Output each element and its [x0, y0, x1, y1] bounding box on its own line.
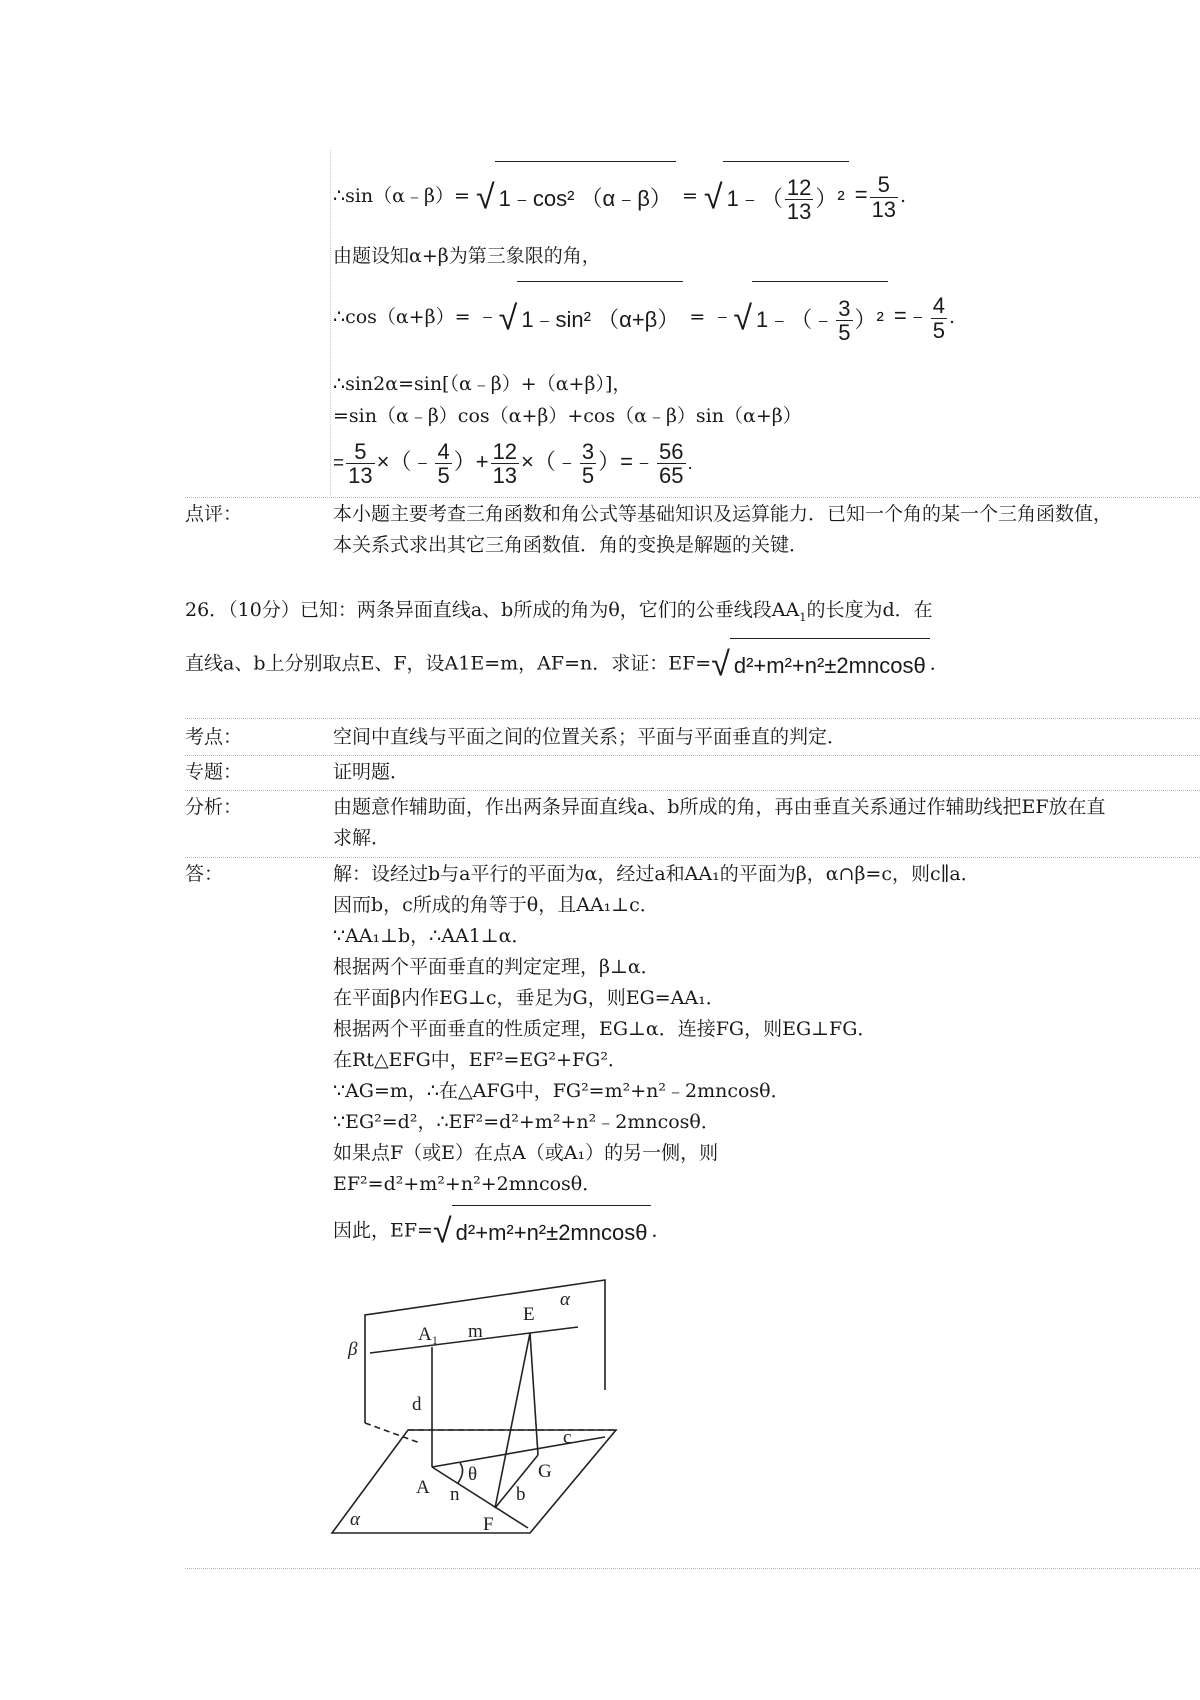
label-theta: θ: [468, 1464, 478, 1485]
line-b: [432, 1467, 528, 1528]
answer-line: ∵AA₁⊥b，∴AA1⊥α．: [333, 925, 531, 947]
divider-zhuanti: [185, 755, 1200, 756]
divider-review: [185, 497, 1200, 498]
sin-diff-line: ∴sin（α﹣β）= √ 1﹣cos² （α﹣β） = √ 1﹣（ $\frac{12}{13}$ ）² = $\frac{5}{13}$ .: [333, 160, 906, 230]
kaodian-text: 空间中直线与平面之间的位置关系；平面与平面垂直的判定．: [333, 726, 847, 748]
fenxi-line-1: 由题意作辅助面，作出两条异面直线a、b所成的角，再由垂直关系通过作辅助线把EF放在直: [333, 796, 1106, 818]
divider-bottom: [185, 1568, 1200, 1569]
label-A1: A₁: [418, 1324, 439, 1345]
answer-line: 在平面β内作EG⊥c，垂足为G，则EG=AA₁．: [333, 987, 725, 1009]
segment-EF: [495, 1333, 530, 1508]
review-line-1: 本小题主要考查三角函数和角公式等基础知识及运算能力．已知一个角的某一个三角函数值，: [333, 503, 1113, 525]
label-G: G: [538, 1461, 552, 1482]
label-alpha-top: α: [560, 1289, 570, 1310]
answer-line: EF²=d²+m²+n²+2mncosθ．: [333, 1173, 602, 1195]
fenxi-label: 分析：: [185, 796, 243, 818]
answer-line: 如果点F（或E）在点A（或A₁）的另一侧，则: [333, 1142, 719, 1164]
answer-line: 在Rt△EFG中，EF²=EG²+FG²．: [333, 1049, 627, 1071]
divider-kaodian: [185, 718, 1200, 719]
label-d: d: [412, 1394, 422, 1415]
label-F: F: [483, 1514, 494, 1535]
cos-sum-line: ∴cos（α+β）= ﹣√ 1﹣sin² （α+β） = ﹣√ 1﹣（﹣ $\frac{3}{5}$ ）² =﹣ $\frac{4}{5}$ .: [333, 280, 955, 352]
label-beta: β: [348, 1339, 358, 1360]
segment-EG: [530, 1333, 538, 1455]
label-c: c: [563, 1427, 572, 1448]
third-quadrant-line: 由题设知α+β为第三象限的角，: [333, 245, 601, 267]
label-m: m: [468, 1321, 483, 1342]
answer-line: 根据两个平面垂直的判定定理，β⊥α．: [333, 956, 660, 978]
radical-problem: √ d²+m²+n²±2mncosθ: [711, 638, 929, 691]
answer-final: 因此，EF=√ d²+m²+n²±2mncosθ ．: [333, 1205, 670, 1255]
radical-final: √ d²+m²+n²±2mncosθ: [433, 1205, 651, 1258]
answer-line: ∵AG=m，∴在△AFG中，FG²=m²+n²﹣2mncosθ．: [333, 1080, 790, 1102]
expansion-line: =sin（α﹣β）cos（α+β）+cos（α﹣β）sin（α+β）: [333, 405, 802, 427]
radical-1: √ 1﹣cos² （α﹣β）: [476, 161, 676, 234]
review-label: 点评：: [185, 503, 243, 525]
radical-3: √ 1﹣sin² （α+β）: [499, 281, 684, 356]
sin2a-line: ∴sin2α=sin[（α﹣β）+（α+β）]，: [333, 373, 632, 395]
answer-line: 解：设经过b与a平行的平面为α，经过a和AA₁的平面为β，α∩β=c，则c∥a．: [333, 863, 980, 885]
divider-fenxi: [185, 790, 1200, 791]
answer-label: 答：: [185, 863, 224, 885]
label-A: A: [416, 1477, 430, 1498]
column-separator-top: [330, 150, 331, 495]
label-alpha-bottom: α: [350, 1509, 360, 1530]
review-line-2: 本关系式求出其它三角函数值．角的变换是解题的关键．: [333, 534, 809, 556]
answer-line: 因而b，c所成的角等于θ，且AA₁⊥c．: [333, 894, 659, 916]
zhuanti-text: 证明题．: [333, 761, 410, 783]
dashed-diag: [365, 1423, 420, 1443]
line-c: [432, 1437, 605, 1467]
fenxi-line-2: 求解．: [333, 827, 391, 849]
kaodian-label: 考点：: [185, 726, 243, 748]
problem-line-1: 26．（10分）已知：两条异面直线a、b所成的角为θ，它们的公垂线段$AA_1$的长度为d．在: [185, 599, 933, 624]
answer-line: 根据两个平面垂直的性质定理，EG⊥α．连接FG，则EG⊥FG．: [333, 1018, 877, 1040]
label-E: E: [523, 1304, 535, 1325]
label-b: b: [516, 1484, 526, 1505]
zhuanti-label: 专题：: [185, 761, 243, 783]
radical-4: √ 1﹣（﹣ $\frac{3}{5}$ ）²: [733, 281, 888, 356]
answer-line: ∵EG²=d²，∴EF²=d²+m²+n²﹣2mncosθ．: [333, 1111, 720, 1133]
geometry-figure: [320, 1275, 640, 1545]
angle-theta-arc: [458, 1463, 463, 1483]
label-n: n: [450, 1484, 460, 1505]
divider-answer: [185, 857, 1200, 858]
final-value-line: = $\frac{5}{13}$ ×（﹣ $\frac{4}{5}$ ）+ $\frac{12}{13}$ ×（﹣ $\frac{3}{5}$ ）=﹣ $\frac{56}{65}$ .: [333, 438, 693, 488]
problem-line-2: 直线a、b上分别取点E、F，设A1E=m，AF=n．求证：EF=√ d²+m²+n²±2mncosθ ．: [185, 638, 949, 688]
radical-2: √ 1﹣（ $\frac{12}{13}$ ）²: [704, 161, 849, 234]
